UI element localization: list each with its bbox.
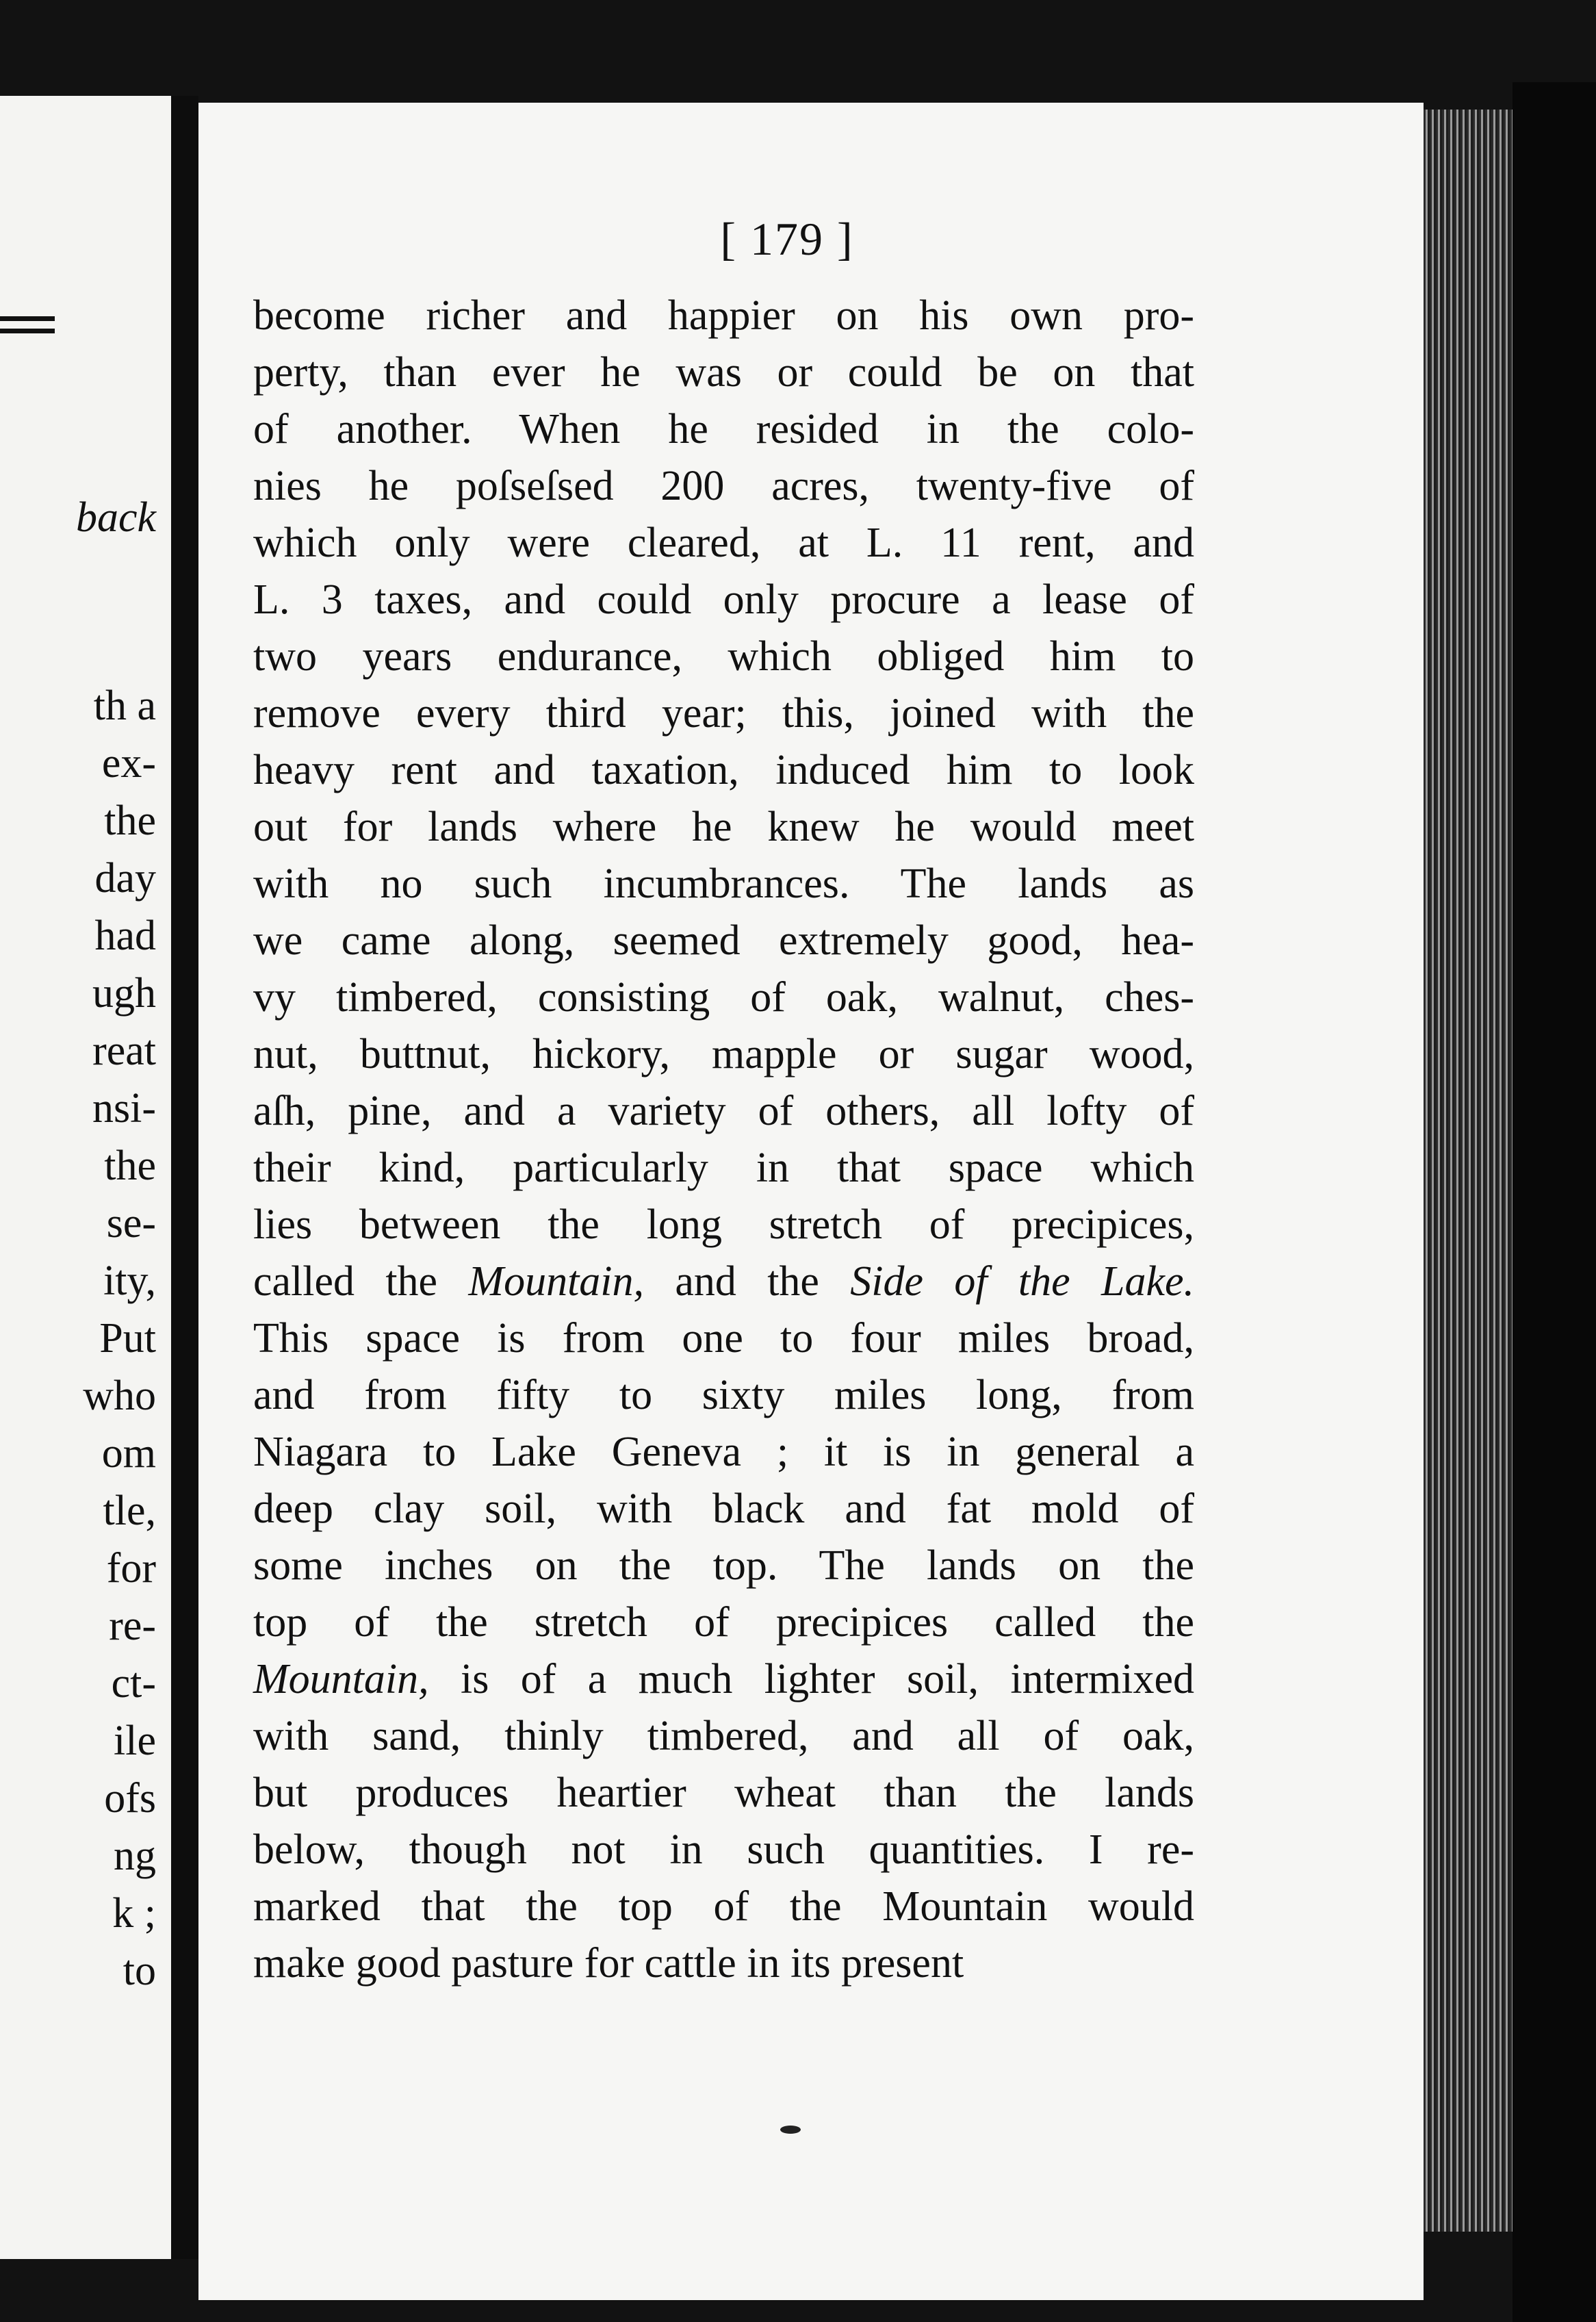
text-line: deep clay soil, with black and fat mold of — [253, 1485, 1194, 1532]
left-page-text: ofs — [104, 1775, 156, 1822]
left-page-text: back — [75, 494, 156, 541]
left-page-text: ng — [114, 1833, 156, 1879]
text-line: L. 3 taxes, and could only procure a lease of — [253, 576, 1194, 623]
left-page-text: ugh — [92, 970, 156, 1017]
text-line: nut, buttnut, hickory, mapple or sugar wood, — [253, 1031, 1194, 1077]
italic-place-name: Mountain, — [468, 1258, 645, 1305]
text-line: we came along, seemed extremely good, hea- — [253, 917, 1194, 964]
text-line: aſh, pine, and a variety of others, all lofty of — [253, 1088, 1194, 1134]
left-page-text: for — [106, 1545, 156, 1592]
left-page-text: who — [83, 1373, 156, 1419]
text-line: This space is from one to four miles broad, — [253, 1315, 1194, 1362]
left-page-rule — [0, 316, 55, 321]
text-line: two years endurance, which obliged him to — [253, 633, 1194, 680]
left-page-text: the — [104, 1143, 156, 1189]
text-line: but produces heartier wheat than the lands — [253, 1770, 1194, 1816]
text-segment: is of a much lighter soil, intermixed — [428, 1656, 1194, 1702]
left-page-rule — [0, 329, 55, 333]
text-line: marked that the top of the Mountain would — [253, 1883, 1194, 1930]
left-page-text: had — [94, 913, 156, 959]
italic-place-name: Side of the Lake. — [850, 1258, 1194, 1305]
body-text — [253, 288, 1194, 1992]
book-gutter — [171, 96, 198, 2259]
left-page-text: tle, — [103, 1488, 156, 1534]
text-line — [253, 1253, 1194, 1310]
left-page-text: om — [101, 1430, 156, 1477]
left-page-text: th a — [93, 682, 156, 729]
text-segment: and the — [644, 1258, 851, 1305]
book-page — [198, 103, 1424, 2300]
text-line: some inches on the top. The lands on the — [253, 1542, 1194, 1589]
page-number: [ 179 ] — [720, 213, 854, 265]
left-page-text: the — [104, 798, 156, 844]
text-line: top of the stretch of precipices called the — [253, 1599, 1194, 1646]
text-line: of another. When he resided in the colo- — [253, 406, 1194, 452]
text-line: lies between the long stretch of precipices, — [253, 1201, 1194, 1248]
left-page-text: ile — [114, 1718, 156, 1764]
text-line: perty, than ever he was or could be on that — [253, 349, 1194, 396]
left-page-text: se- — [106, 1200, 156, 1247]
left-page-text: ity, — [103, 1258, 156, 1304]
text-line — [253, 1651, 1194, 1708]
left-page-text: Put — [99, 1315, 156, 1362]
text-line: Niagara to Lake Geneva ; it is in general a — [253, 1429, 1194, 1475]
printer-ornament — [780, 2126, 801, 2134]
text-line: become richer and happier on his own pro- — [253, 292, 1194, 339]
text-line: their kind, particularly in that space which — [253, 1145, 1194, 1191]
page-block-edges — [1424, 110, 1513, 2232]
italic-place-name: Mountain, — [253, 1656, 429, 1702]
text-line: out for lands where he knew he would meet — [253, 804, 1194, 850]
left-page-text: k ; — [112, 1890, 156, 1937]
left-page-text: ct- — [111, 1660, 156, 1707]
text-line: vy timbered, consisting of oak, walnut, ches- — [253, 974, 1194, 1021]
left-page-text: reat — [92, 1028, 156, 1074]
left-page-text: ex- — [101, 740, 156, 787]
left-page-text: re- — [109, 1603, 156, 1649]
text-line: with sand, thinly timbered, and all of oak, — [253, 1713, 1194, 1759]
text-segment: called the — [253, 1258, 469, 1305]
text-line: make good pasture for cattle in its present — [253, 1940, 964, 1987]
text-line: and from fifty to sixty miles long, from — [253, 1372, 1194, 1418]
text-line: which only were cleared, at L. 11 rent, and — [253, 520, 1194, 566]
text-line: below, though not in such quantities. I re- — [253, 1826, 1194, 1873]
left-page-text: nsi- — [92, 1085, 156, 1132]
previous-page-fragment — [0, 96, 171, 2259]
text-line: nies he poſseſsed 200 acres, twenty-five of — [253, 463, 1194, 509]
text-line: with no such incumbrances. The lands as — [253, 860, 1194, 907]
left-page-text: to — [123, 1948, 156, 1994]
scan-background — [1513, 82, 1596, 2322]
text-line: remove every third year; this, joined with the — [253, 690, 1194, 737]
left-page-text: day — [94, 855, 156, 902]
text-line: heavy rent and taxation, induced him to look — [253, 747, 1194, 793]
